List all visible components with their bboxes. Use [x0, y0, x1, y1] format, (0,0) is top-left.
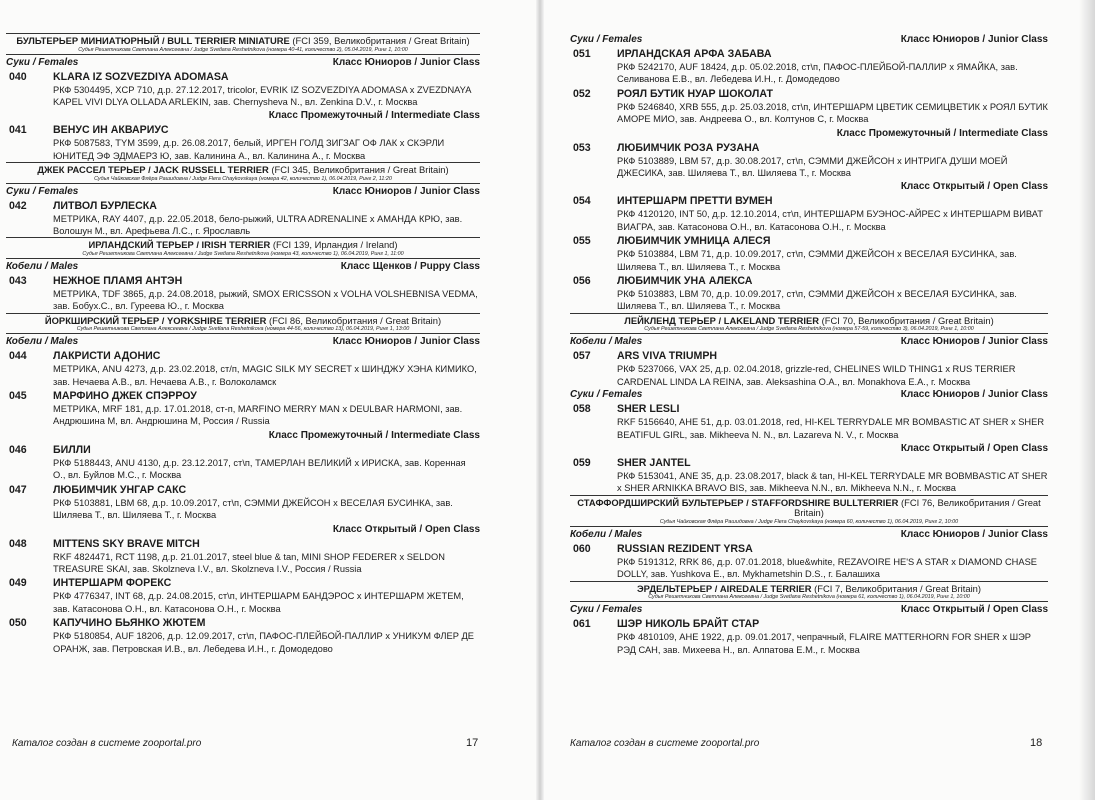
dog-details: РКФ 5103884, LBM 71, д.р. 10.09.2017, ст\п, СЭММИ ДЖЕЙСОН х ВЕСЕЛАЯ БУСИНКА, зав. Шиляева Т., вл. Шиляева Т., г. Москва: [617, 249, 1017, 272]
breed-origin: (FCI 86, Великобритания / Great Britain): [266, 314, 442, 326]
dog-details: РКФ 5103889, LBM 57, д.р. 30.08.2017, ст\п, СЭММИ ДЖЕЙСОН х ИНТРИГА ДУШИ МОЕЙ ДЖЕСИКА, зав. Шиляева Т., вл. Шиляева Т., г. Москва: [617, 155, 1008, 179]
entry-body: [617, 142, 1048, 180]
dog-name: ЛАКРИСТИ АДОНИС: [53, 350, 161, 363]
entry-number: 059: [573, 457, 591, 469]
sex-class-row: [6, 336, 480, 348]
dog-details: РКФ 5246840, XRB 555, д.р. 25.03.2018, ст\п, ИНТЕРШАРМ ЦВЕТИК СЕМИЦВЕТИК х РОЯЛ БУТИК АМОРЕ МИО, зав. Андреева О., вл. Колтунов С, г. Москва: [617, 101, 1048, 125]
class-label: Класс Юниоров / Junior Class: [332, 185, 480, 197]
entry-number: 040: [9, 70, 27, 83]
class-label: Класс Открытый / Open Class: [900, 604, 1048, 616]
class-label: Класс Открытый / Open Class: [332, 523, 480, 535]
judge-line: Судья Решетникова Светлана Алексеевна / Judge Svetlana Reshetnikova (номера 57-59, количество 3), 06.04.2019, Ринг 1, 10:00: [570, 326, 1048, 334]
dog-name: MITTENS SKY BRAVE MITCH: [53, 537, 200, 550]
dog-details: РКФ 5153041, ANE 35, д.р. 23.08.2017, black & tan, HI-KEL TERRYDALE MR BOBMBASTIC AT SHER x SHER ARNIKKA BRAVO BIS, зав. Mikheeva N.N., вл. Mikheeva N.N., г. Москва: [617, 471, 1048, 494]
catalog-entry: [6, 538, 480, 576]
sex-label: Кобели / Males: [6, 260, 79, 272]
catalog-entry: [570, 350, 1048, 388]
dog-name: ШЭР НИКОЛЬ БРАЙТ СТАР: [617, 618, 760, 631]
page-edge: [1079, 0, 1095, 800]
sex-class-row: [6, 261, 480, 273]
class-label: Класс Юниоров / Junior Class: [900, 34, 1048, 45]
entry-number: 054: [573, 195, 591, 208]
sex-label: Кобели / Males: [570, 528, 643, 540]
entry-body: [617, 275, 1048, 313]
catalog-entry: [6, 444, 480, 482]
breed-title: [570, 581, 1048, 595]
entry-number: 053: [573, 141, 591, 154]
dog-name: ARS VIVA TRIUMPH: [617, 350, 718, 363]
catalog-entry: [570, 142, 1048, 180]
catalog-entry: [570, 275, 1048, 313]
dog-details: МЕТРИКА, ANU 4273, д.р. 23.02.2018, ст/п, MAGIC SILK MY SECRET х ШИНДЖУ ХЭНА КИМИКО, зав. Нечаева А.В., вл. Нечаева А.В., г. Волоколамск: [53, 364, 477, 387]
sex-label: Кобели / Males: [570, 336, 643, 348]
breed-header: [6, 237, 480, 259]
catalog-entry: [6, 617, 480, 655]
entry-body: [53, 484, 480, 522]
dog-name: ЛЮБИМЧИК УМНИЦА АЛЕСЯ: [617, 235, 771, 248]
judge-line: Судья Решетникова Светлана Алексеевна / Judge Svetlana Reshetnikova (номера 43, количество 1), 06.04.2019, Ринг 1, 11:00: [6, 251, 480, 259]
entry-body: [53, 577, 480, 615]
entry-number: 044: [9, 350, 27, 363]
dog-details: РКФ 5242170, AUF 18424, д.р. 05.02.2018, ст\п, ПАФОС-ПЛЕЙБОЙ-ПАЛЛИР х ЯМАЙКА, зав. Селиванова Е.В., вл. Лебедева И.Н., г. Домодедово: [617, 62, 1018, 85]
page-content: [6, 33, 480, 655]
entry-number: 056: [573, 275, 591, 288]
sex-label: Суки / Females: [570, 389, 643, 401]
dog-name: МАРФИНО ДЖЕК СПЭРРОУ: [53, 390, 197, 403]
entry-body: [53, 71, 480, 109]
entry-number: 048: [9, 537, 27, 550]
dog-name: ИРЛАНДСКАЯ АРФА ЗАБАВА: [617, 48, 772, 60]
book-gutter: [536, 0, 544, 800]
breed-origin: (FCI 345, Великобритания / Great Britain): [268, 164, 449, 176]
entry-body: [617, 457, 1048, 495]
dog-name: SHER LESLI: [617, 403, 680, 416]
dog-name: RUSSIAN REZIDENT YRSA: [617, 542, 753, 555]
dog-details: РКФ 4776347, INT 68, д.р. 24.08.2015, ст\п, ИНТЕРШАРМ БАНДЭРОС х ИНТЕРШАРМ ЖЕТЕМ, зав. Катасонова О.Н., вл. Катасонова О.Н., г. Москва: [53, 591, 464, 614]
entry-body: [53, 617, 480, 655]
dog-details: РКФ 5087583, TYM 3599, д.р. 26.08.2017, белый, ИРГЕН ГОЛД ЗИГЗАГ ОФ ЛАК х СКЭРЛИ ЮНИТЕД ЭФ ЭДМАЕРЗ Ю, зав. Калинина А., вл. Калинина А., г. Москва: [53, 138, 445, 161]
class-label: Класс Промежуточный / Intermediate Class: [836, 127, 1048, 139]
breed-header: [6, 162, 480, 184]
class-label: Класс Открытый / Open Class: [900, 181, 1048, 193]
breed-title: [570, 313, 1048, 327]
breed-title: [6, 33, 480, 47]
entry-number: 052: [573, 87, 591, 100]
entry-body: [617, 195, 1048, 233]
dog-name: ЛЮБИМЧИК УНГАР САКС: [53, 483, 187, 496]
dog-name: KLARA IZ SOZVEZDIYA ADOMASA: [53, 70, 229, 83]
entry-number: 047: [9, 483, 27, 496]
sex-class-row: [570, 529, 1048, 541]
entry-body: [617, 48, 1048, 86]
catalog-entry: [570, 543, 1048, 581]
breed-title: [6, 162, 480, 176]
entry-number: 041: [9, 124, 27, 137]
dog-details: RKF 4824471, RCT 1198, д.р. 21.01.2017, steel blue & tan, MINI SHOP FEDERER x SELDON TREASURE SKAI, зав. Skolzneva I.V., вл. Skolzneva I.V., Россия / Russia: [53, 551, 445, 574]
catalog-entry: [6, 577, 480, 615]
dog-name: ЛЮБИМЧИК РОЗА РУЗАНА: [617, 141, 760, 154]
dog-details: РКФ 4810109, AHE 1922, д.р. 09.01.2017, чепрачный, FLAIRE MATTERHORN FOR SHER x ШЭР РЭД САН, зав. Михеева Н., вл. Алпатова Е.М., г. Москва: [617, 632, 1031, 655]
catalog-page-left: [0, 0, 540, 800]
breed-name: ЙОРКШИРСКИЙ ТЕРЬЕР / YORKSHIRE TERRIER: [44, 314, 267, 326]
catalog-entry: [6, 275, 480, 313]
class-label: Класс Юниоров / Junior Class: [900, 336, 1048, 348]
dog-name: ЛЮБИМЧИК УНА АЛЕКСА: [617, 275, 753, 288]
breed-header: [6, 33, 480, 55]
dog-details: РКФ 5191312, RRK 86, д.р. 07.01.2018, blue&white, REZAVOIRE HE'S A STAR x DIAMOND CHASE DOLLY, зав. Yushkova E., вл. Mykhametshin D.S., г. Балашиха: [617, 556, 1037, 580]
entry-body: [617, 618, 1048, 656]
breed-title: [6, 237, 480, 251]
breed-origin: (FCI 359, Великобритания / Great Britain): [289, 35, 470, 46]
entry-number: 050: [9, 617, 27, 630]
entry-number: 042: [9, 199, 27, 212]
entry-body: [53, 444, 480, 482]
class-label: Класс Юниоров / Junior Class: [900, 389, 1048, 401]
dog-details: МЕТРИКА, TDF 3865, д.р. 24.08.2018, рыжий, SMOX ERICSSON x VOLHA VOLSHEBNISA VEDMA, зав. Бобух.С., вл. Гуреева Ю., г. Москва: [53, 288, 478, 312]
entry-number: 060: [573, 542, 591, 555]
entry-body: [617, 403, 1048, 441]
entry-number: 045: [9, 390, 27, 403]
dog-name: ИНТЕРШАРМ ФОРЕКС: [53, 577, 172, 590]
entry-number: 051: [573, 48, 591, 60]
breed-header: [570, 495, 1048, 527]
entry-body: [617, 543, 1048, 581]
page-content: [570, 33, 1048, 656]
catalog-entry: [570, 403, 1048, 441]
entry-number: 057: [573, 350, 591, 363]
dog-name: ВЕНУС ИН АКВАРИУС: [53, 124, 169, 137]
dog-details: МЕТРИКА, RAY 4407, д.р. 22.05.2018, бело-рыжий, ULTRA ADRENALINE х АМАНДА КРЮ, зав. Волошун М., вл. Арефьева Л.С., г. Ярославль: [53, 213, 463, 237]
catalog-page-right: [540, 0, 1095, 800]
page-number: 18: [1030, 737, 1043, 749]
sex-class-row: [6, 186, 480, 198]
catalog-entry: [6, 484, 480, 522]
sex-class-row: [6, 57, 480, 69]
sex-class-row: [570, 389, 1048, 401]
dog-details: МЕТРИКА, MRF 181, д.р. 17.01.2018, ст-п, MARFINO MERRY MAN x DEULBAR HARMONI, зав. Андрюшина М, вл. Андрюшина М, Россия / Russia: [53, 404, 463, 427]
catalog-entry: [570, 235, 1048, 273]
judge-line: Судья Решетникова Светлана Алексеевна / Judge Svetlana Reshetnikova (номера 44-56, количество 13), 06.04.2019, Ринг 1, 13:00: [6, 326, 480, 334]
entry-number: 043: [9, 274, 27, 287]
judge-line: Судья Решетникова Светлана Алексеевна / Judge Svetlana Reshetnikova (номера 61, количество 1), 06.04.2019, Ринг 1, 10:00: [570, 594, 1048, 602]
breed-name: ЭРДЕЛЬТЕРЬЕР / AIREDALE TERRIER: [636, 582, 812, 594]
breed-header: [570, 581, 1048, 603]
entry-body: [53, 124, 480, 162]
dog-details: РКФ 5103883, LBM 70, д.р. 10.09.2017, ст\п, СЭММИ ДЖЕЙСОН х ВЕСЕЛАЯ БУСИНКА, зав. Шиляева Т., вл. Шиляева Т., г. Москва: [617, 289, 1017, 312]
breed-name: БУЛЬТЕРЬЕР МИНИАТЮРНЫЙ / BULL TERRIER MINIATURE: [16, 35, 290, 46]
class-label: Класс Юниоров / Junior Class: [900, 528, 1048, 540]
entry-number: 055: [573, 235, 591, 248]
catalog-entry: [570, 618, 1048, 656]
breed-title: [570, 495, 1048, 519]
dog-name: БИЛЛИ: [53, 443, 91, 456]
dog-details: РКФ 5237066, VAX 25, д.р. 02.04.2018, grizzle-red, CHELINES WILD THING1 x RUS TERRIER CARDENAL LINDA LA REINA, зав. Aleksashina O.A., вл. Monakhova E.A., г. Москва: [617, 364, 1016, 387]
sex-class-row: [570, 604, 1048, 616]
entry-body: [53, 200, 480, 238]
dog-details: РКФ 5180854, AUF 18206, д.р. 12.09.2017, ст\п, ПАФОС-ПЛЕЙБОЙ-ПАЛЛИР х УНИКУМ ФЛЕР ДЕ ОРАНЖ, зав. Петровская И.В., вл. Лебедева И.Н., г. Домодедово: [53, 631, 474, 654]
class-label: Класс Щенков / Puppy Class: [340, 260, 480, 272]
breed-name: ЛЕЙКЛЕНД ТЕРЬЕР / LAKELAND TERRIER: [624, 314, 820, 326]
class-label: Класс Открытый / Open Class: [900, 443, 1048, 454]
entry-body: [53, 390, 480, 428]
class-label: Класс Промежуточный / Intermediate Class: [268, 110, 480, 122]
sex-label: Суки / Females: [6, 56, 79, 68]
sex-class-row: [570, 34, 1048, 46]
judge-line: Судья Чайковская Флёра Рашидовна / Judge Flera Chaykovskaya (номера 42, количество 1), 06.04.2019, Ринг 2, 11:20: [6, 176, 480, 184]
class-label: Класс Промежуточный / Intermediate Class: [268, 429, 480, 441]
class-label: Класс Юниоров / Junior Class: [332, 56, 480, 68]
breed-name: СТАФФОРДШИРСКИЙ БУЛЬТЕРЬЕР / STAFFORDSHIRE BULLTERRIER: [577, 496, 899, 508]
catalog-entry: [6, 200, 480, 238]
breed-header: [6, 313, 480, 335]
entry-body: [53, 275, 480, 313]
entry-body: [53, 350, 480, 388]
dog-details: РКФ 5304495, XCP 710, д.р. 27.12.2017, tricolor, EVRIK IZ SOZVEZDIYA ADOMASA x ZVEZDNAYA KAPEL VIVI DLYA OLLADA ARLEKIN, зав. Chernysheva N., вл. Zenkina D.V., г. Москва: [53, 84, 471, 107]
breed-origin: (FCI 70, Великобритания / Great Britain): [819, 314, 994, 326]
dog-details: РКФ 4120120, INT 50, д.р. 12.10.2014, ст\п, ИНТЕРШАРМ БУЭНОС-АЙРЕС х ИНТЕРШАРМ ВИВАТ ВИАГРА, зав. Катасонова О.Н., вл. Катасонова О.Н., г. Москва: [617, 209, 1043, 232]
entry-number: 058: [573, 403, 591, 416]
entry-number: 046: [9, 443, 27, 456]
catalog-entry: [6, 390, 480, 428]
entry-body: [53, 538, 480, 576]
dog-details: РКФ 5103881, LBM 68, д.р. 10.09.2017, ст\п, СЭММИ ДЖЕЙСОН х ВЕСЕЛАЯ БУСИНКА, зав. Шиляева Т., вл. Шиляева Т., г. Москва: [53, 497, 453, 521]
page-footer: Каталог создан в системе zooportal.pro: [570, 738, 760, 749]
dog-name: SHER JANTEL: [617, 457, 691, 469]
judge-line: Судья Чайковская Флёра Рашидовна / Judge Flera Chaykovskaya (номера 60, количество 1), 06.04.2019, Ринг 2, 10:00: [570, 519, 1048, 527]
entry-body: [617, 88, 1048, 126]
dog-name: КАПУЧИНО БЬЯНКО ЖЮТЕМ: [53, 617, 206, 630]
breed-origin: (FCI 139, Ирландия / Ireland): [270, 239, 398, 251]
catalog-entry: [6, 71, 480, 109]
breed-origin: (FCI 7, Великобритания / Great Britain): [811, 582, 981, 594]
entry-number: 049: [9, 577, 27, 590]
dog-details: RKF 5156640, AHE 51, д.р. 03.01.2018, red, HI-KEL TERRYDALE MR BOMBASTIC AT SHER x SHER BEATIFUL GIRL, зав. Mikheeva N. N., вл. Lazareva N. V., г. Москва: [617, 417, 1045, 440]
dog-details: РКФ 5188443, ANU 4130, д.р. 23.12.2017, ст\п, ТАМЕРЛАН ВЕЛИКИЙ х ИРИСКА, зав. Коренная О., вл. Буйлов М.С., г. Москва: [53, 457, 466, 481]
dog-name: НЕЖНОЕ ПЛАМЯ АНТЭН: [53, 274, 183, 287]
sex-label: Кобели / Males: [6, 336, 79, 348]
dog-name: ЛИТВОЛ БУРЛЕСКА: [53, 199, 157, 212]
breed-name: ДЖЕК РАССЕЛ ТЕРЬЕР / JACK RUSSELL TERRIER: [37, 164, 269, 176]
breed-origin: (FCI 76, Великобритания / Great Britain): [794, 496, 1041, 519]
sex-label: Суки / Females: [6, 185, 79, 197]
judge-line: Судья Решетникова Светлана Алексеевна / Judge Svetlana Reshetnikova (номера 40-41, количество 2), 05.04.2019, Ринг 1, 10:00: [6, 47, 480, 55]
entry-number: 061: [573, 618, 591, 631]
page-number: 17: [466, 737, 479, 749]
breed-title: [6, 313, 480, 327]
catalog-entry: [6, 350, 480, 388]
sex-label: Суки / Females: [570, 604, 643, 616]
catalog-entry: [570, 195, 1048, 233]
entry-body: [617, 350, 1048, 388]
catalog-entry: [570, 48, 1048, 86]
dog-name: ИНТЕРШАРМ ПРЕТТИ ВУМЕН: [617, 195, 773, 208]
sex-label: Суки / Females: [570, 34, 643, 45]
breed-header: [570, 313, 1048, 335]
dog-name: РОЯЛ БУТИК НУАР ШОКОЛАТ: [617, 87, 773, 100]
class-label: Класс Юниоров / Junior Class: [332, 336, 480, 348]
breed-name: ИРЛАНДСКИЙ ТЕРЬЕР / IRISH TERRIER: [88, 239, 271, 251]
catalog-entry: [6, 124, 480, 162]
catalog-entry: [570, 88, 1048, 126]
catalog-entry: [570, 457, 1048, 495]
sex-class-row: [570, 336, 1048, 348]
entry-body: [617, 235, 1048, 273]
page-footer: Каталог создан в системе zooportal.pro: [12, 738, 202, 749]
